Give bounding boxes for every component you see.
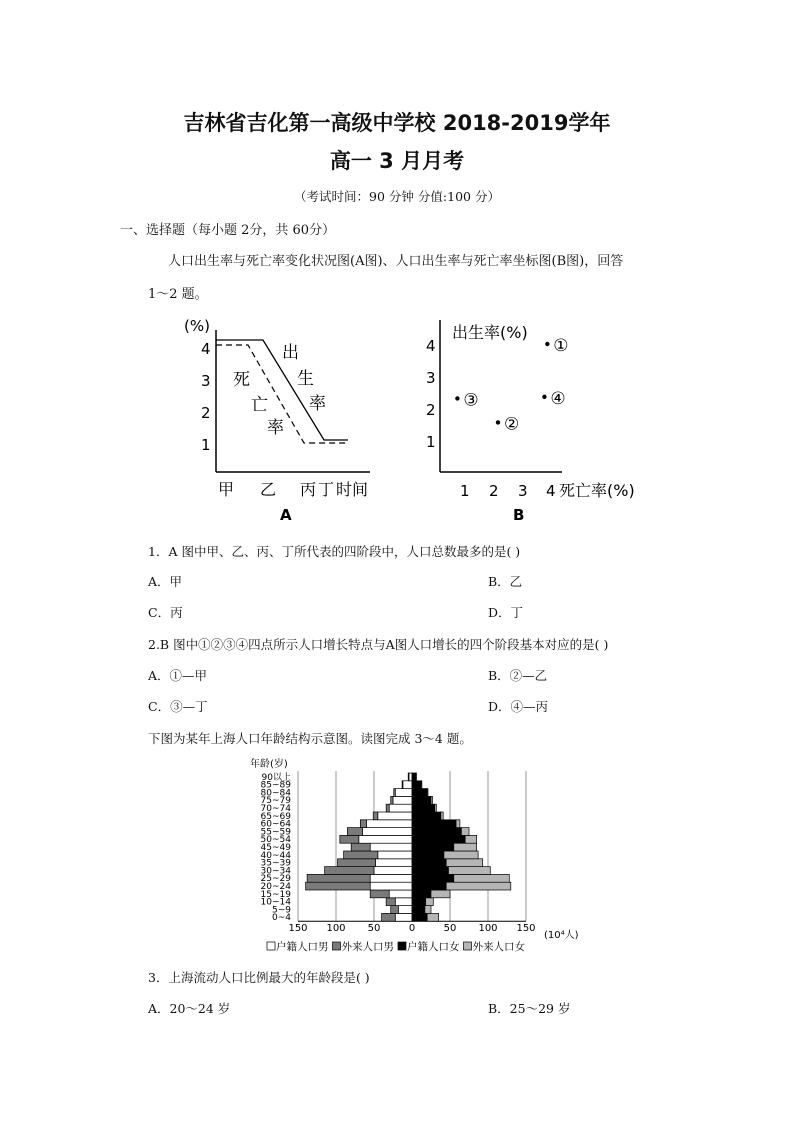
figure-b-point-label: ③	[463, 390, 479, 411]
pyramid-intro: 下图为某年上海人口年龄结构示意图。读图完成 3～4 题。	[148, 731, 472, 746]
bar-registered-male	[395, 789, 412, 797]
bar-registered-female	[412, 804, 435, 812]
bar-migrant-female	[456, 820, 460, 828]
bar-registered-female	[412, 851, 444, 859]
birth-label-char: 生	[297, 369, 314, 389]
pyramid-xtick: 0	[408, 923, 416, 935]
bar-migrant-male	[373, 812, 378, 820]
figure-b-point	[455, 396, 459, 400]
bar-registered-male	[389, 890, 412, 898]
bar-registered-female	[412, 773, 416, 781]
pyramid-xtick: 50	[443, 923, 457, 935]
bar-migrant-male	[402, 781, 403, 789]
figure-a-xtick: 时间	[336, 480, 369, 499]
figure-b-caption: B	[513, 506, 525, 524]
exam-title-line1: 吉林省吉化第一高级中学校 2018-2019学年	[183, 111, 611, 135]
bar-migrant-female	[421, 781, 422, 789]
section-heading: 一、选择题（每小题 2分，共 60分）	[120, 223, 336, 238]
figure-b-point	[542, 395, 546, 399]
figure-b-point-label: ④	[550, 388, 566, 409]
bar-registered-female	[412, 820, 456, 828]
pyramid-xtick: 100	[326, 923, 346, 935]
bar-registered-male	[359, 835, 412, 843]
bar-migrant-female	[425, 906, 431, 914]
pyramid-xtick: 50	[367, 923, 381, 935]
bar-migrant-female	[427, 913, 438, 921]
bar-migrant-male	[408, 773, 409, 781]
bar-migrant-male	[344, 851, 378, 859]
bar-migrant-male	[391, 906, 399, 914]
birth-label-char: 出	[282, 343, 299, 363]
question-3-option-b[interactable]: B．25～29 岁	[488, 1001, 571, 1016]
pyramid-age-label: 10~14	[260, 897, 291, 908]
legend-label: 外来人口男	[341, 941, 394, 953]
pyramid-age-label: 65~69	[260, 811, 291, 822]
pyramid-age-label: 50~54	[260, 835, 291, 846]
exam-info: （考试时间：90 分钟 分值:100 分）	[294, 189, 500, 204]
bar-registered-male	[398, 906, 412, 914]
legend-swatch	[267, 942, 275, 950]
bar-migrant-male	[394, 789, 396, 797]
legend-label: 外来人口女	[472, 941, 525, 953]
question-1-option-d[interactable]: D．丁	[488, 605, 524, 620]
question-2-option-c[interactable]: C．③—丁	[148, 699, 208, 714]
figure-b-point	[496, 420, 500, 424]
pyramid-age-label: 20~24	[260, 882, 291, 892]
figure-a-ytick: 3	[201, 372, 211, 390]
intro-line2: 1～2 题。	[148, 287, 208, 302]
figure-a-ytick: 2	[201, 404, 211, 422]
figure-a-xtick: 丙	[300, 480, 317, 499]
bar-registered-female	[412, 781, 421, 789]
bar-registered-male	[395, 913, 412, 921]
bar-migrant-male	[370, 890, 389, 898]
figure-b-xlabel: 死亡率(%)	[559, 481, 635, 500]
bar-registered-female	[412, 859, 446, 867]
figure-b-ytick: 3	[426, 369, 436, 387]
pyramid-xtick: 150	[516, 923, 536, 935]
bar-registered-male	[378, 851, 412, 859]
figure-a-xtick: 乙	[260, 480, 277, 499]
bar-registered-male	[366, 820, 412, 828]
question-1-stem: 1．A 图中甲、乙、丙、丁所代表的四阶段中，人口总数最多的是( )	[148, 544, 521, 559]
bar-registered-male	[409, 773, 412, 781]
figure-a-ytick: 4	[201, 340, 211, 358]
pyramid-age-label: 40~44	[260, 850, 291, 861]
bar-registered-male	[370, 843, 412, 851]
bar-registered-female	[412, 882, 446, 890]
figure-b-point-label: ②	[504, 414, 520, 435]
death-label-char: 亡	[251, 395, 268, 415]
bar-registered-male	[395, 898, 412, 906]
population-pyramid	[245, 756, 585, 956]
figure-b-xtick: 2	[489, 482, 499, 500]
bar-registered-female	[412, 890, 431, 898]
figure-a-ylabel: (%)	[184, 317, 210, 335]
pyramid-xtick: 100	[478, 923, 498, 935]
bar-migrant-male	[340, 835, 359, 843]
question-2-stem: 2.B 图中①②③④四点所示人口增长特点与A图人口增长的四个阶段基本对应的是( )	[148, 637, 609, 652]
pyramid-xtick: 150	[288, 923, 308, 935]
figure-b-point-label: ①	[553, 336, 569, 356]
question-1-option-c[interactable]: C．丙	[148, 605, 183, 620]
legend-label: 户籍人口男	[276, 941, 329, 953]
question-1-option-b[interactable]: B．乙	[488, 574, 523, 589]
intro-line1: 人口出生率与死亡率变化状况图(A图)、人口出生率与死亡率坐标图(B图)，回答	[168, 254, 624, 269]
bar-migrant-female	[441, 812, 443, 820]
bar-registered-female	[412, 796, 431, 804]
figure-a-xtick: 甲	[218, 480, 235, 499]
bar-registered-female	[412, 867, 448, 875]
birth-label-char: 率	[309, 394, 326, 414]
bar-registered-male	[389, 804, 412, 812]
bar-registered-male	[376, 859, 412, 867]
pyramid-age-label: 90以上	[261, 772, 291, 783]
bar-registered-male	[403, 781, 412, 789]
death-label-char: 率	[267, 418, 284, 438]
bar-migrant-female	[465, 835, 476, 843]
pyramid-age-label: 0~4	[272, 913, 291, 924]
legend-swatch	[398, 942, 406, 950]
pyramid-age-label: 45~49	[260, 843, 291, 853]
question-2-option-b[interactable]: B．②—乙	[488, 668, 548, 683]
question-1-option-a[interactable]: A．甲	[148, 574, 183, 589]
bar-registered-male	[374, 867, 412, 875]
bar-migrant-female	[454, 874, 509, 882]
figure-b-ytick: 4	[426, 337, 436, 355]
bar-migrant-male	[386, 898, 395, 906]
bar-registered-male	[393, 796, 412, 804]
bar-migrant-male	[307, 874, 370, 882]
exam-title-line2: 高一 3 月月考	[329, 149, 465, 173]
legend-swatch	[464, 942, 472, 950]
bar-registered-male	[370, 882, 412, 890]
pyramid-age-label: 25~29	[260, 874, 291, 885]
figure-b	[412, 312, 652, 527]
bar-migrant-male	[382, 913, 396, 921]
bar-registered-male	[370, 874, 412, 882]
bar-registered-male	[363, 828, 412, 836]
pyramid-ylabel: 年龄(岁)	[250, 759, 288, 770]
bar-migrant-male	[325, 867, 374, 875]
figure-a-ytick: 1	[201, 436, 211, 454]
bar-migrant-female	[427, 789, 428, 797]
pyramid-age-label: 35~39	[260, 858, 291, 869]
figure-b-point	[545, 342, 549, 346]
bar-registered-female	[412, 789, 427, 797]
bar-migrant-male	[360, 820, 366, 828]
question-3-option-a[interactable]: A．20～24 岁	[148, 1001, 231, 1016]
bar-migrant-male	[351, 843, 370, 851]
bar-migrant-female	[444, 851, 478, 859]
figure-b-ytick: 1	[426, 433, 436, 451]
bar-migrant-female	[446, 882, 511, 890]
pyramid-age-label: 85~89	[260, 780, 291, 791]
pyramid-age-label: 55~59	[260, 827, 291, 838]
bar-registered-female	[412, 828, 461, 836]
figure-a-xtick: 丁	[318, 480, 335, 499]
bar-migrant-female	[435, 804, 437, 812]
bar-migrant-female	[431, 796, 433, 804]
pyramid-xlabel: (10⁴人)	[544, 930, 579, 941]
bar-registered-female	[412, 913, 427, 921]
bar-migrant-male	[347, 828, 362, 836]
figure-a	[170, 312, 390, 527]
death-label-char: 死	[233, 370, 250, 390]
bar-migrant-female	[431, 890, 450, 898]
pyramid-age-label: 70~74	[260, 804, 291, 814]
question-2-option-a[interactable]: A．①—甲	[148, 668, 208, 683]
pyramid-age-label: 60~64	[260, 819, 291, 830]
pyramid-age-label: 5~9	[272, 905, 291, 916]
bar-migrant-female	[446, 859, 482, 867]
bar-registered-male	[378, 812, 412, 820]
bar-migrant-male	[391, 796, 393, 804]
figure-b-ytick: 2	[426, 401, 436, 419]
question-3-stem: 3．上海流动人口比例最大的年龄段是( )	[148, 970, 370, 985]
pyramid-age-label: 30~34	[260, 866, 291, 877]
pyramid-age-label: 75~79	[260, 796, 291, 807]
bar-migrant-female	[426, 898, 434, 906]
figure-a-caption: A	[280, 506, 292, 524]
bar-registered-female	[412, 906, 425, 914]
figure-b-xtick: 3	[518, 482, 528, 500]
bar-migrant-female	[461, 828, 469, 836]
bar-migrant-male	[386, 804, 389, 812]
bar-migrant-female	[448, 867, 490, 875]
bar-migrant-female	[416, 773, 417, 781]
bar-registered-female	[412, 843, 454, 851]
bar-registered-female	[412, 874, 454, 882]
figure-b-xtick: 4	[546, 482, 556, 500]
bar-migrant-male	[306, 882, 371, 890]
bar-registered-female	[412, 835, 465, 843]
bar-registered-female	[412, 812, 441, 820]
bar-migrant-female	[454, 843, 477, 851]
legend-swatch	[333, 942, 341, 950]
bar-migrant-male	[338, 859, 376, 867]
bar-registered-female	[412, 898, 426, 906]
legend-label: 户籍人口女	[407, 941, 460, 953]
question-2-option-d[interactable]: D．④—丙	[488, 699, 549, 714]
figure-b-xtick: 1	[460, 482, 470, 500]
figure-b-ylabel: 出生率(%)	[452, 323, 528, 342]
pyramid-age-label: 80~84	[260, 788, 291, 799]
pyramid-age-label: 15~19	[260, 889, 291, 900]
